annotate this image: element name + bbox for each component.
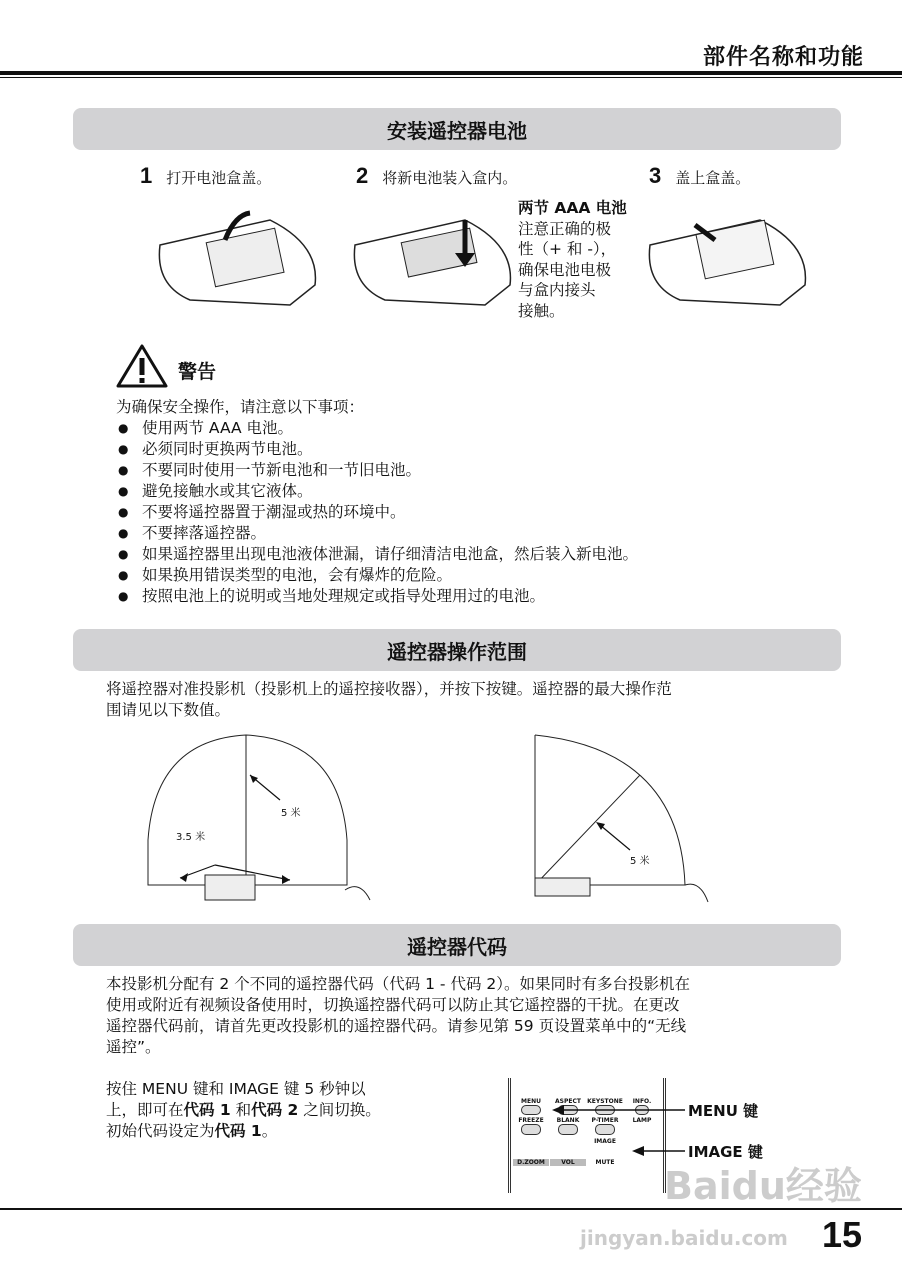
vol-key-label: VOL [550, 1159, 586, 1166]
code-1: 代码 1 [183, 1101, 231, 1119]
warning-item: ● 避免接触水或其它液体。 [116, 481, 638, 502]
instr-text: 和 [235, 1101, 252, 1119]
watermark-url: jingyan.baidu.com [580, 1226, 788, 1250]
menu-key-label: MENU [521, 1098, 541, 1105]
code-2: 代码 2 [251, 1101, 299, 1119]
image-key-label: IMAGE [594, 1138, 616, 1145]
step-text: 将新电池装入盒内。 [382, 169, 518, 187]
remote-insert-battery-illustration [345, 205, 525, 315]
menu-key-callout: MENU 键 [688, 1102, 759, 1120]
warning-item: ● 如果换用错误类型的电池，会有爆炸的危险。 [116, 565, 638, 586]
step-3 [649, 163, 750, 189]
section-bar-code: 遥控器代码 [73, 924, 841, 966]
step-number: 1 [140, 163, 153, 188]
ptimer-key-label: P-TIMER [591, 1117, 619, 1124]
note-line: 确保电池电极 [518, 260, 612, 279]
mute-key-label: MUTE [595, 1159, 615, 1166]
freeze-key-label: FREEZE [518, 1117, 544, 1124]
warning-list [116, 418, 638, 607]
blank-key-label: BLANK [556, 1117, 580, 1124]
warning-item: ● 不要将遥控器置于潮湿或热的环境中。 [116, 502, 638, 523]
side-range-label: 3.5 米 [176, 832, 206, 843]
page-number: 15 [821, 1214, 862, 1255]
battery-note [518, 198, 627, 321]
range-diagram-front [140, 730, 380, 910]
range-line: 围请见以下数值。 [106, 701, 231, 719]
range-description [106, 679, 672, 721]
code-description [106, 974, 690, 1058]
instr-text: 上，即可在 [106, 1101, 184, 1119]
watermark-brand: Baidu经验 [664, 1164, 862, 1208]
warning-item: ● 使用两节 AAA 电池。 [116, 418, 638, 439]
step-text: 盖上盒盖。 [675, 169, 751, 187]
header-rule [0, 71, 902, 75]
warning-title: 警告 [178, 361, 217, 383]
remote-open-cover-illustration [150, 205, 330, 315]
aspect-key-label: ASPECT [555, 1098, 581, 1105]
warning-triangle-icon [116, 343, 168, 389]
instr-line: 按住 MENU 键和 IMAGE 键 5 秒钟以 [106, 1080, 366, 1098]
warning-item: ● 不要同时使用一节新电池和一节旧电池。 [116, 460, 638, 481]
section-bar-battery: 安装遥控器电池 [73, 108, 841, 150]
dzoom-key-label: D.ZOOM [513, 1159, 549, 1166]
step-1 [140, 163, 271, 189]
code-line: 遥控”。 [106, 1038, 161, 1056]
range-diagram-side [530, 730, 730, 910]
section-bar-range: 遥控器操作范围 [73, 629, 841, 671]
code-switch-instructions [106, 1079, 381, 1142]
warning-item: ● 按照电池上的说明或当地处理规定或指导处理用过的电池。 [116, 586, 638, 607]
range-line: 将遥控器对准投影机（投影机上的遥控接收器），并按下按键。遥控器的最大操作范 [106, 680, 672, 698]
remote-close-cover-illustration [640, 205, 820, 315]
header-rule-thin [0, 77, 902, 78]
step-number: 2 [356, 163, 369, 188]
code-line: 本投影机分配有 2 个不同的遥控器代码（代码 1 - 代码 2）。如果同时有多台投影机在 [106, 975, 690, 993]
instr-text: 。 [261, 1122, 278, 1140]
warning-item: ● 必须同时更换两节电池。 [116, 439, 638, 460]
instr-text: 初始代码设定为 [106, 1122, 215, 1140]
code-line: 遥控器代码前，请首先更改投影机的遥控器代码。请参见第 59 页设置菜单中的“无线 [106, 1017, 687, 1035]
note-line: 注意正确的极 [518, 219, 612, 238]
default-code: 代码 1 [214, 1122, 262, 1140]
info-key-label: INFO. [632, 1098, 652, 1105]
battery-note-title: 两节 AAA 电池 [518, 199, 627, 217]
warning-item: ● 如果遥控器里出现电池液体泄漏，请仔细清洁电池盒，然后装入新电池。 [116, 544, 638, 565]
lamp-key-label: LAMP [632, 1117, 652, 1124]
code-line: 使用或附近有视频设备使用时，切换遥控器代码可以防止其它遥控器的干扰。在更改 [106, 996, 680, 1014]
menu-key [521, 1105, 541, 1115]
warning-intro: 为确保安全操作，请注意以下事项： [116, 398, 365, 416]
note-line: 接触。 [518, 301, 565, 320]
footer-rule [0, 1208, 902, 1210]
keystone-key-label: KEYSTONE [587, 1098, 623, 1105]
warning-item: ● 不要摔落遥控器。 [116, 523, 638, 544]
freeze-key [521, 1124, 541, 1135]
step-2 [356, 163, 517, 189]
step-number: 3 [649, 163, 662, 188]
side-view-range-label: 5 米 [630, 856, 650, 867]
page-header-title: 部件名称和功能 [702, 45, 864, 70]
note-line: 性（+ 和 -）， [518, 240, 617, 258]
callout-arrows [540, 1100, 690, 1160]
note-line: 与盒内接头 [518, 281, 596, 299]
front-range-label: 5 米 [281, 808, 301, 819]
instr-text: 之间切换。 [303, 1101, 381, 1119]
step-text: 打开电池盒盖。 [166, 169, 272, 187]
image-key-callout: IMAGE 键 [688, 1143, 763, 1161]
